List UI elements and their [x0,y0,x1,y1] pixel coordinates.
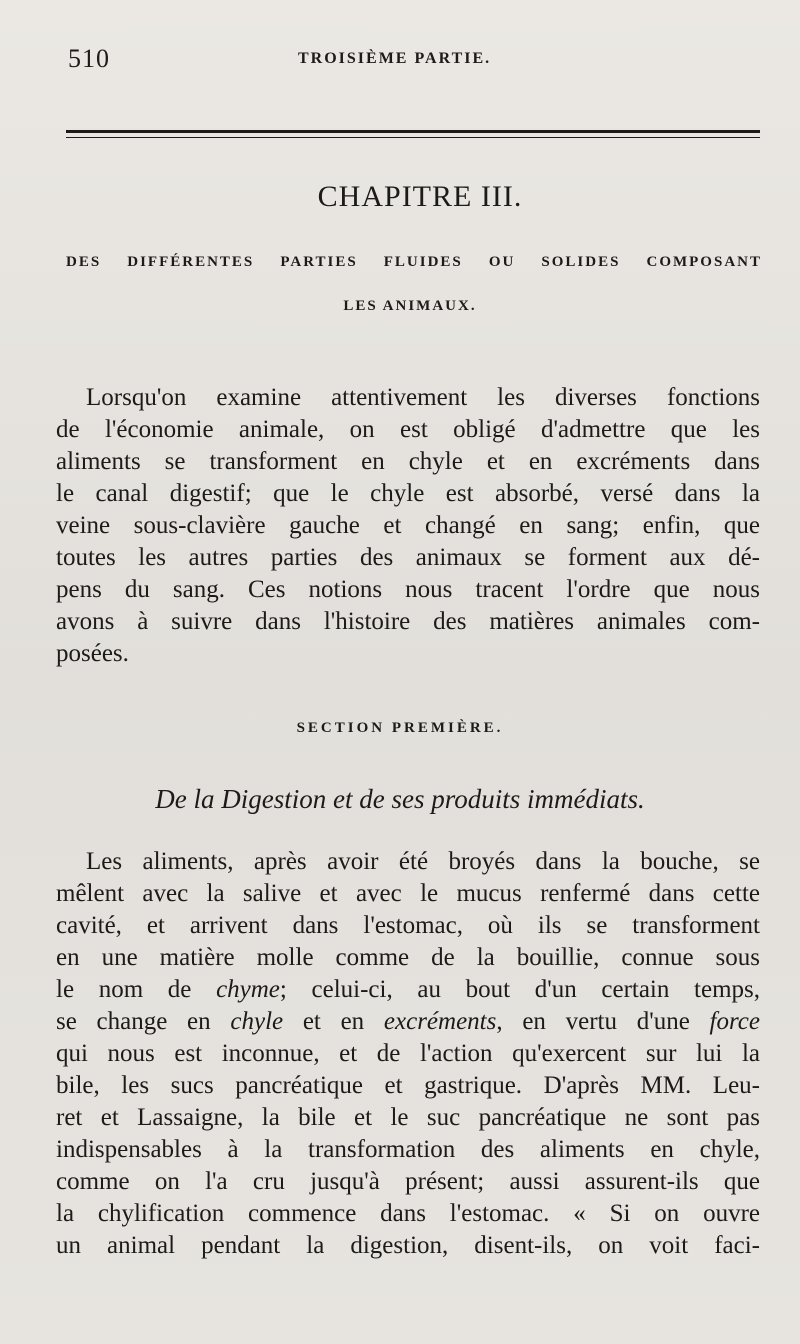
paragraph-line: qui nous est inconnue, et de l'action qu'exercent sur lui la [56,1040,760,1067]
page-header [68,44,760,74]
paragraph-line [56,974,760,1006]
term-chyle: chyle [230,1008,284,1035]
paragraph-line: cavité, et arrivent dans l'estomac, où ils se transforment [56,912,760,939]
page-number: 510 [68,44,110,73]
paragraph-line: Les aliments, après avoir été broyés dans la bouche, se [86,848,760,875]
paragraph-line [56,1006,760,1038]
paragraph-digestion [56,846,760,1262]
paragraph-intro [56,382,760,670]
paragraph-line: Lorsqu'on examine attentivement les diverses fonctions [86,384,760,411]
paragraph-line: un animal pendant la digestion, disent-ils, on voit faci- [56,1232,760,1259]
paragraph-line: la chylification commence dans l'estomac. « Si on ouvre [56,1200,760,1227]
text-run: se change en [56,1008,231,1035]
paragraph-line: pens du sang. Ces notions nous tracent l'ordre que nous [56,576,760,603]
text-run: le nom de [56,976,217,1003]
running-head: TROISIÈME PARTIE. [298,50,492,67]
paragraph-line: aliments se transforment en chyle et en excréments dans [56,448,760,475]
paragraph-line: de l'économie animale, on est obligé d'admettre que les [56,416,760,443]
paragraph-line: avons à suivre dans l'histoire des matières animales com- [56,608,760,635]
header-rule [66,130,760,138]
text-run: et en [283,1008,384,1035]
chapter-title: CHAPITRE III. [317,180,523,213]
paragraph-line: indispensables à la transformation des aliments en chyle, [56,1136,760,1163]
paragraph-line: veine sous-clavière gauche et changé en sang; enfin, que [56,512,760,539]
chapter-subtitle-line1: DES DIFFÉRENTES PARTIES FLUIDES OU SOLIDES COMPOSANT [66,254,762,270]
paragraph-line: bile, les sucs pancréatique et gastrique. D'après MM. Leu- [56,1072,760,1099]
paragraph-line: toutes les autres parties des animaux se forment aux dé- [56,544,760,571]
paragraph-line: le canal digestif; que le chyle est absorbé, versé dans la [56,480,760,507]
paragraph-line: en une matière molle comme de la bouillie, connue sous [56,944,760,971]
term-chyme: chyme [216,976,280,1003]
section-heading: SECTION PREMIÈRE. [296,720,504,736]
term-excrements: excréments [383,1008,497,1035]
paragraph-line: posées. [56,640,129,667]
section-title: De la Digestion et de ses produits immédiats. [155,784,645,814]
text-run: , en vertu d'une [496,1008,710,1035]
term-force: force [709,1008,760,1035]
text-run: ; celui-ci, au bout d'un certain temps, [279,976,760,1003]
paragraph-line: ret et Lassaigne, la bile et le suc pancréatique ne sont pas [56,1104,760,1131]
paragraph-line: mêlent avec la salive et avec le mucus renfermé dans cette [56,880,760,907]
paragraph-line: comme on l'a cru jusqu'à présent; aussi assurent-ils que [56,1168,760,1195]
chapter-subtitle-line2: LES ANIMAUX. [343,298,477,314]
